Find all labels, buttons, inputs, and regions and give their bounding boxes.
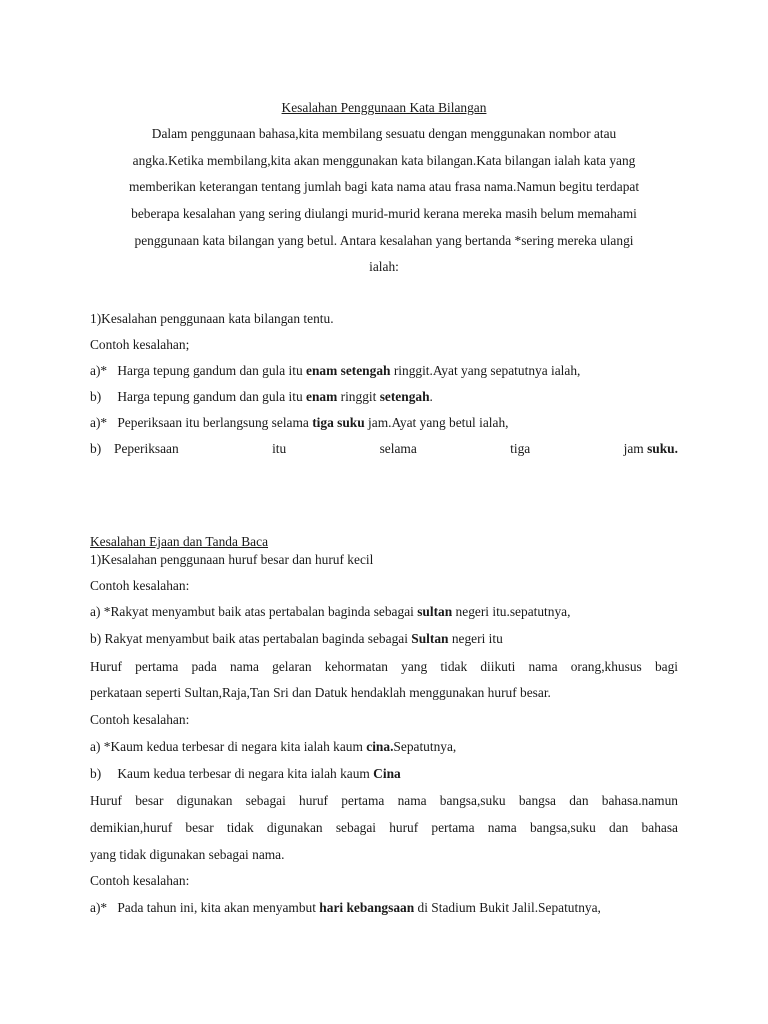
s2-point-1: 1)Kesalahan penggunaan huruf besar dan huruf kecil xyxy=(90,552,374,567)
s2-paragraph-2-line-2: demikian,huruf besar tidak digunakan sebagai huruf pertama nama bangsa,suku dan bahasa xyxy=(90,820,678,835)
example-bold: enam xyxy=(306,389,338,404)
s2-example-1b xyxy=(90,630,678,648)
s1-example-1a xyxy=(90,362,678,380)
example-text: Kaum kedua terbesar di negara kita ialah kaum xyxy=(117,766,374,781)
intro-line-5: penggunaan kata bilangan yang betul. Antara kesalahan yang bertanda *sering mereka ulangi xyxy=(134,233,634,248)
example-text: Peperiksaan itu berlangsung selama xyxy=(117,415,313,430)
s1-example-1b xyxy=(90,388,678,406)
s2-contoh-label-1: Contoh kesalahan: xyxy=(90,578,190,593)
example-text: Pada tahun ini, kita akan menyambut xyxy=(117,900,320,915)
example-bold: setengah xyxy=(379,389,430,404)
example-bold: suku. xyxy=(647,441,678,456)
example-bold: sultan xyxy=(417,604,453,619)
s2-example-2b xyxy=(90,765,678,783)
s2-example-2a xyxy=(90,738,678,756)
s2-contoh-label-2: Contoh kesalahan: xyxy=(90,712,190,727)
example-text: Harga tepung gandum dan gula itu xyxy=(117,389,307,404)
example-marker-group xyxy=(90,440,179,458)
s2-example-1a xyxy=(90,603,678,621)
intro-line-2: angka.Ketika membilang,kita akan menggunakan kata bilangan.Kata bilangan ialah kata yang xyxy=(132,153,636,168)
s2-example-3a xyxy=(90,899,678,917)
example-marker: a)* xyxy=(90,363,108,378)
example-text: Rakyat menyambut baik atas pertabalan baginda sebagai xyxy=(110,604,418,619)
intro-line-6: ialah: xyxy=(369,259,399,274)
example-text: . xyxy=(429,389,433,404)
example-bold: Sultan xyxy=(411,631,449,646)
example-word: itu xyxy=(272,441,287,456)
s1-contoh-label: Contoh kesalahan; xyxy=(90,337,190,352)
example-bold: tiga suku xyxy=(312,415,365,430)
example-text: Rakyat menyambut baik atas pertabalan baginda sebagai xyxy=(104,631,412,646)
s2-paragraph-1-line-2: perkataan seperti Sultan,Raja,Tan Sri dan Datuk hendaklah menggunakan huruf besar. xyxy=(90,685,551,700)
example-bold: enam setengah xyxy=(306,363,391,378)
example-bold: Cina xyxy=(373,766,401,781)
example-text: Kaum kedua terbesar di negara kita ialah kaum xyxy=(110,739,367,754)
example-text: jam.Ayat yang betul ialah, xyxy=(364,415,509,430)
s1-example-2a xyxy=(90,414,678,432)
example-word: Peperiksaan xyxy=(114,441,179,456)
example-marker: a) * xyxy=(90,739,111,754)
s2-paragraph-1-line-1: Huruf pertama pada nama gelaran kehormatan yang tidak diikuti nama orang,khusus bagi xyxy=(90,659,678,674)
example-text: ringgit xyxy=(337,389,380,404)
example-word-group xyxy=(624,440,678,458)
example-word: jam xyxy=(623,441,644,456)
section2-title xyxy=(90,533,678,551)
s2-contoh-label-3: Contoh kesalahan: xyxy=(90,873,190,888)
example-bold: cina. xyxy=(366,739,394,754)
example-text: di Stadium Bukit Jalil.Sepatutnya, xyxy=(414,900,601,915)
section1-title-text: Kesalahan Penggunaan Kata Bilangan xyxy=(281,100,487,115)
example-marker: a)* xyxy=(90,900,108,915)
example-marker: b) xyxy=(90,389,102,404)
example-marker: a) * xyxy=(90,604,111,619)
s1-example-2b xyxy=(90,440,678,458)
s2-paragraph-2-line-3: yang tidak digunakan sebagai nama. xyxy=(90,847,285,862)
s2-paragraph-2-line-1: Huruf besar digunakan sebagai huruf pertama nama bangsa,suku bangsa dan bahasa.namun xyxy=(90,793,678,808)
intro-line-1: Dalam penggunaan bahasa,kita membilang sesuatu dengan menggunakan nombor atau xyxy=(151,126,617,141)
example-marker: b) xyxy=(90,441,102,456)
section1-title xyxy=(90,99,678,117)
example-marker: b) xyxy=(90,766,102,781)
example-text: Sepatutnya, xyxy=(393,739,457,754)
example-text: ringgit.Ayat yang sepatutnya ialah, xyxy=(390,363,581,378)
example-word: selama xyxy=(379,441,417,456)
example-marker: a)* xyxy=(90,415,108,430)
example-word: tiga xyxy=(510,441,531,456)
s1-point-1: 1)Kesalahan penggunaan kata bilangan tentu. xyxy=(90,311,334,326)
intro-line-4: beberapa kesalahan yang sering diulangi murid-murid kerana mereka masih belum memahami xyxy=(131,206,637,221)
intro-line-3: memberikan keterangan tentang jumlah bagi kata nama atau frasa nama.Namun begitu terdapat xyxy=(128,179,640,194)
example-text: negeri itu.sepatutnya, xyxy=(452,604,571,619)
example-marker: b) xyxy=(90,631,102,646)
example-bold: hari kebangsaan xyxy=(319,900,415,915)
section2-title-text: Kesalahan Ejaan dan Tanda Baca xyxy=(90,534,269,549)
example-text: negeri itu xyxy=(448,631,503,646)
example-text: Harga tepung gandum dan gula itu xyxy=(117,363,307,378)
